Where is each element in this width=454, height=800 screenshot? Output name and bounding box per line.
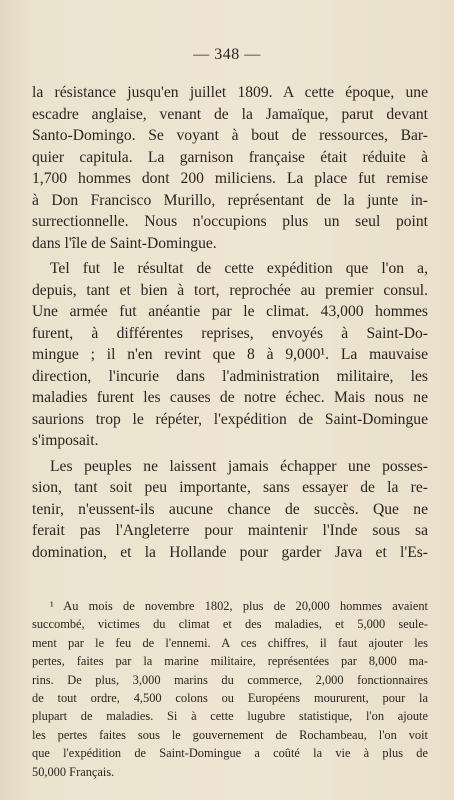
text-line: à Don Francisco Murillo, représentant de la junte in- — [32, 191, 428, 209]
text-line: direction, l'incurie dans l'administration militaire, les — [32, 367, 428, 385]
body-text — [32, 82, 428, 563]
paragraph — [32, 456, 428, 564]
text-line: s'imposait. — [32, 432, 99, 449]
text-line: Santo-Domingo. Se voyant à bout de ressources, Bar- — [32, 127, 428, 144]
footnote-line: 50,000 Français. — [32, 764, 115, 779]
text-line: sion, tant soit peu importante, sans essayer de la re- — [32, 479, 428, 496]
text-line: Les peuples ne laissent jamais échapper une posses- — [50, 457, 428, 475]
text-line: dans l'île de Saint-Domingue. — [32, 234, 217, 252]
text-line: la résistance jusqu'en juillet 1809. A cette époque, une — [32, 84, 428, 101]
text-line: domination, et la Hollande pour garder Java et l'Es- — [32, 543, 428, 561]
footnote-line: rins. De plus, 3,000 marins du commerce, 2,000 fonctionnaires — [32, 672, 428, 687]
paragraph — [32, 258, 428, 452]
paragraph — [32, 82, 428, 254]
footnote-line: ment par le feu de l'ennemi. A ces chiffres, il faut ajouter les — [32, 635, 428, 650]
page-number: — 348 — — [193, 46, 261, 63]
footnote-line: plupart de maladies. Si à cette lugubre statistique, l'on ajoute — [32, 709, 428, 724]
text-line: Tel fut le résultat de cette expédition que l'on a, — [50, 260, 428, 277]
text-line: ferait pas l'Angleterre pour maintenir l'Inde sous sa — [32, 522, 428, 539]
text-line: escadre anglaise, venant de la Jamaïque, parut devant — [32, 105, 428, 123]
footnote-line: les pertes faites sous le gouvernement de Rochambeau, l'on voit — [32, 727, 428, 742]
text-line: furent, à différentes reprises, envoyés à Saint-Do- — [32, 324, 428, 342]
footnote-line: ¹ Au mois de novembre 1802, plus de 20,000 hommes avaient — [50, 599, 428, 613]
footnote-line: pertes, faites par la marine militaire, représentées par 8,000 ma- — [32, 654, 428, 669]
text-line: mingue ; il n'en revint que 8 à 9,000¹. La mauvaise — [32, 346, 428, 363]
footnote-line: succombé, victimes du climat et des maladies, et 5,000 seule- — [32, 617, 428, 632]
text-line: maladies furent les causes de notre échec. Mais nous ne — [32, 389, 428, 406]
text-line: 1,700 hommes dont 200 miliciens. La place fut remise — [32, 170, 428, 187]
footnote-line: de tout ordre, 4,500 colons ou Européens moururent, pour la — [32, 691, 428, 706]
text-line: quier capitula. La garnison française était réduite à — [32, 148, 428, 166]
text-line: saurions trop le répéter, l'expédition de Saint-Domingue — [32, 410, 428, 428]
footnote — [32, 597, 428, 781]
text-line: Une armée fut anéantie par le climat. 43,000 hommes — [32, 303, 428, 320]
text-line: depuis, tant et bien à tort, reprochée au premier consul. — [32, 281, 428, 299]
text-line: surrectionnelle. Nous n'occupions plus un seul point — [32, 213, 428, 230]
footnote-line: que l'expédition de Saint-Domingue a coûté la vie à plus de — [32, 746, 428, 761]
text-line: tenir, n'eussent-ils aucune chance de succès. Que ne — [32, 500, 428, 518]
